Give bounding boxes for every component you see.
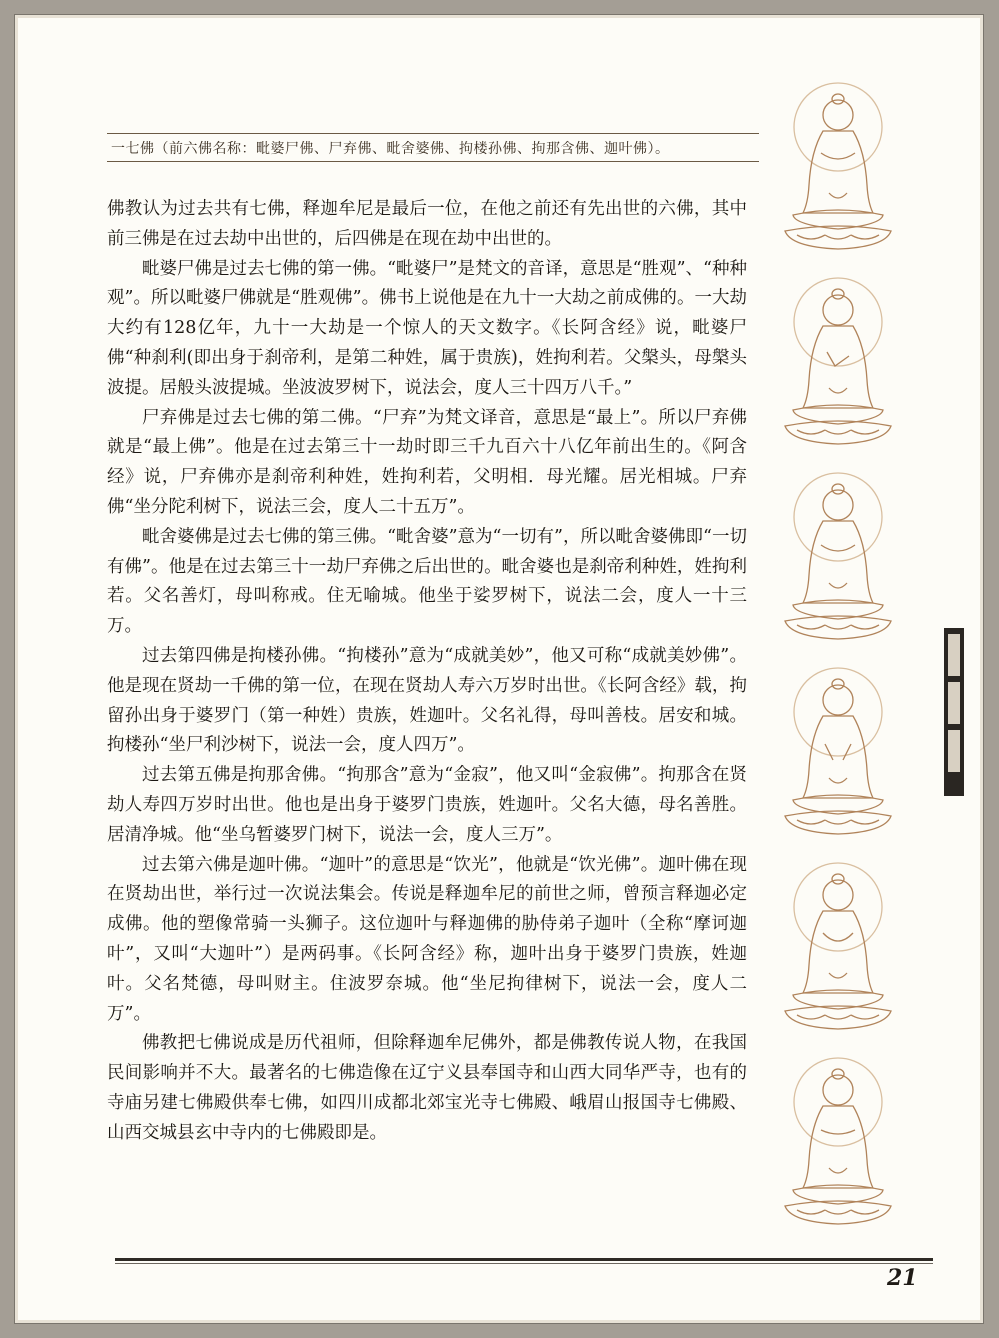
paragraph: 过去第四佛是拘楼孙佛。“拘楼孙”意为“成就美妙”，他又可称“成就美妙佛”。他是现在贤劫一千佛的第一位，在现在贤劫人寿六万岁时出世。《长阿含经》载，拘留孙出身于婆罗门（第一种姓）贵族，姓迦叶。父名礼得，母叫善枝。居安和城。拘楼孙“坐尸利沙树下，说法一会，度人四万”。 xyxy=(107,645,747,756)
side-tab-mark xyxy=(948,682,960,724)
page-number: 21 xyxy=(887,1265,918,1291)
footer-rule xyxy=(115,1258,933,1261)
paragraph: 过去第六佛是迦叶佛。“迦叶”的意思是“饮光”，他就是“饮光佛”。迦叶佛在现在贤劫出世，举行过一次说法集会。传说是释迦牟尼的前世之师，曾预言释迦必定成佛。他的塑像常骑一头狮子。这位迦叶与释迦佛的胁侍弟子迦叶（全称“摩诃迦叶”，又叫“大迦叶”）是两码事。《长阿含经》称，迦叶出身于婆罗门贵族，姓迦叶。父名梵德，母叫财主。住波罗奈城。他“坐尼拘律树下，说法一会，度人二万”。 xyxy=(107,854,747,1024)
buddha-figure-icon xyxy=(763,465,913,645)
paragraph: 尸弃佛是过去七佛的第二佛。“尸弃”为梵文译音，意思是“最上”。所以尸弃佛就是“最上佛”。他是在过去第三十一劫时即三千九百六十八亿年前出生的。《阿含经》说，尸弃佛亦是刹帝利种姓，姓拘利若，父明相．母光耀。居光相城。尸弃佛“坐分陀利树下，说法三会，度人二十五万”。 xyxy=(107,407,747,517)
buddha-figure-icon xyxy=(763,270,913,450)
paragraph: 佛教把七佛说成是历代祖师，但除释迦牟尼佛外，都是佛教传说人物，在我国民间影响并不大。最著名的七佛造像在辽宁义县奉国寺和山西大同华严寺，也有的寺庙另建七佛殿供奉七佛，如四川成都北郊宝光寺七佛殿、峨眉山报国寺七佛殿、山西交城县玄中寺内的七佛殿即是。 xyxy=(107,1033,747,1143)
side-tab-mark xyxy=(948,730,960,772)
side-tab-mark xyxy=(948,634,960,676)
chapter-side-tab xyxy=(944,628,964,796)
buddha-figure-icon xyxy=(763,660,913,840)
buddha-figure-icon xyxy=(763,75,913,255)
paragraph: 佛教认为过去共有七佛，释迦牟尼是最后一位，在他之前还有先出世的六佛，其中前三佛是在过去劫中出世的，后四佛是在现在劫中出世的。 xyxy=(107,199,747,249)
paragraph: 过去第五佛是拘那舍佛。“拘那含”意为“金寂”，他又叫“金寂佛”。拘那含在贤劫人寿四万岁时出世。他也是出身于婆罗门贵族，姓迦叶。父名大德，母名善胜。居清净城。他“坐乌暂婆罗门树下，说法一会，度人三万”。 xyxy=(107,765,747,845)
running-header: 一七佛（前六佛名称：毗婆尸佛、尸弃佛、毗舍婆佛、拘楼孙佛、拘那含佛、迦叶佛）。 xyxy=(107,133,759,162)
buddha-figure-icon xyxy=(763,855,913,1035)
paragraph: 毗舍婆佛是过去七佛的第三佛。“毗舍婆”意为“一切有”，所以毗舍婆佛即“一切有佛”。他是在过去第三十一劫尸弃佛之后出世的。毗舍婆也是刹帝利种姓，姓拘利若。父名善灯，母叫称戒。住无喻城。他坐于娑罗树下，说法二会，度人一十三万。 xyxy=(107,526,747,637)
article-body xyxy=(107,195,747,1149)
book-page xyxy=(14,14,984,1324)
footer-rule-thin xyxy=(115,1263,933,1264)
paragraph: 毗婆尸佛是过去七佛的第一佛。“毗婆尸”是梵文的音译，意思是“胜观”、“种种观”。所以毗婆尸佛就是“胜观佛”。佛书上说他是在九十一大劫之前成佛的。一大劫大约有128亿年，九十一大劫是一个惊人的天文数字。《长阿含经》说，毗婆尸佛“种刹利(即出身于刹帝利，是第二种姓，属于贵族)，姓拘利若。父槃头，母槃头波提。居般头波提城。坐波波罗树下，说法会，度人三十四万八千。” xyxy=(107,258,747,398)
buddha-figure-icon xyxy=(763,1050,913,1230)
